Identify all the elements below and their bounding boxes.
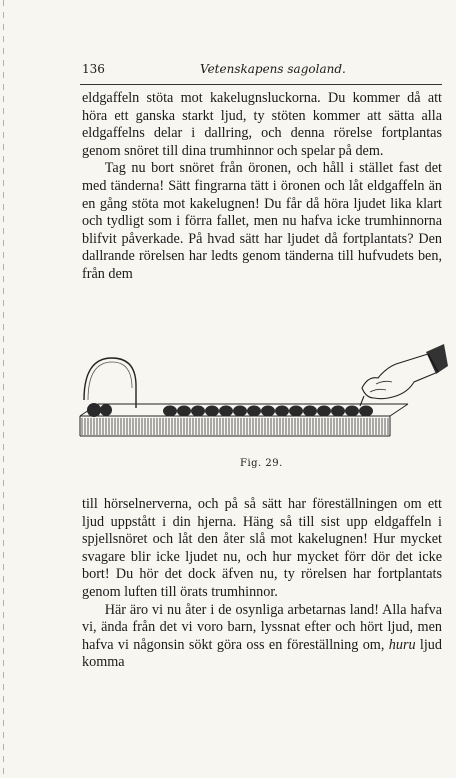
running-head: Vetenskapens sagoland. — [200, 62, 346, 76]
page-number: 136 — [82, 62, 105, 76]
header-rule — [80, 84, 442, 85]
page-header — [82, 62, 442, 80]
page-edge — [3, 0, 4, 778]
text-run: ljud komma — [82, 636, 442, 671]
text-block-bottom — [82, 496, 442, 672]
text-run: Här äro vi nu åter i de osynliga arbetarnas land! Alla hafva vi, ända från det vi voro barn, lyssnat efter och hört ljud, men hafva vi någonsin sökt göra oss en föreställning om, — [82, 601, 442, 653]
emphasized-word: huru — [388, 636, 416, 653]
paragraph: eldgaffeln stöta mot kakelugnsluckorna. Du kommer då att höra ett ganska starkt ljud, ty stöten kommer att sätta alla eldgaffelns delar i dallring, och denna rörelse fortplantas genom snöret till dina trumhinnor och spelar på dem. — [82, 90, 442, 159]
paragraph: till hörselnerverna, och på så sätt har föreställningen om ett ljud uppstått i din hjerna. Häng så till sist upp eldgaffeln i spjellsnöret och låt den åter slå mot kakelugnen! Hur mycket svagare blir icke ljudet nu, och hur mycket förr dör det icke bort! Du hör det dock äfven nu, ty rörelsen har fortplantats genom luften till örats trumhinnor. — [82, 496, 442, 600]
paragraph: Tag nu bort snöret från öronen, och håll i stället fast det med tänderna! Sätt fingrarna tätt i öronen och låt eldgaffeln än en gång stöta mot kakelugnen! Du får då höra ljudet lika klart och tydligt som i förra fallet, men nu hafva icke trumhinnorna blifvit påverkade. På hvad sätt har ljudet då fortplantats? Den dallrande rörelsen har ledts genom tänderna till hufvudets ben, från dem — [82, 160, 442, 282]
figure-caption: Fig. 29. — [240, 458, 283, 469]
hand-pushing-ball-row-illustration — [78, 342, 448, 450]
text-block-top — [82, 90, 442, 284]
paragraph — [82, 602, 442, 672]
figure-illustration — [78, 342, 448, 450]
